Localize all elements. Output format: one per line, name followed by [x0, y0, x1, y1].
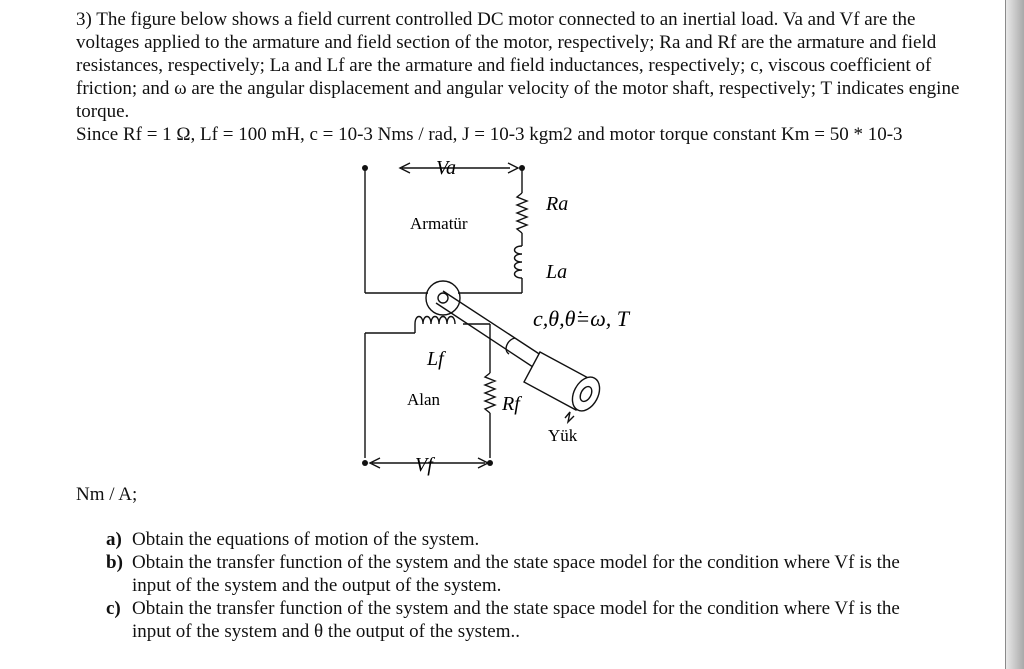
la-label: La	[546, 261, 568, 283]
problem-intro: 3) The figure below shows a field current controlled DC motor connected to an inertial load. Va and Vf are the voltages applied to the armature and field section of the motor, respectively; Ra and Rf are the armature and field resistances, respectively; La and Lf are the armature and field inductances, respectively; c, viscous coefficient of friction; and ω are the angular displacement and angular velocity of the motor shaft, respectively; T indicates engine torque.	[76, 9, 960, 122]
lf-label: Lf	[427, 348, 444, 370]
field-label: Alan	[407, 390, 441, 409]
rf-label: Rf	[502, 393, 520, 415]
problem-given: Since Rf = 1 Ω, Lf = 100 mH, c = 10-3 Nms / rad, J = 10-3 kgm2 and motor torque constant Km = 50 * 10-3	[76, 124, 903, 145]
question-c	[106, 597, 936, 643]
motor-diagram	[340, 148, 720, 483]
armature-label: Armatür	[410, 214, 468, 233]
ra-label: Ra	[546, 193, 569, 215]
ra-resistor	[517, 193, 527, 233]
vf-terminal-right	[487, 460, 493, 466]
shaft-label: c,θ,θ̇=ω, T	[533, 306, 629, 331]
question-label: b)	[106, 552, 123, 573]
va-terminal-left	[362, 165, 368, 171]
lf-inductor	[415, 317, 455, 325]
problem-text	[76, 8, 966, 146]
motor-diagram-svg	[340, 148, 720, 483]
va-terminal-right	[519, 165, 525, 171]
va-label: Va	[436, 157, 456, 179]
question-b	[106, 551, 936, 597]
question-label: a)	[106, 529, 122, 550]
rotor-hub	[438, 293, 448, 303]
question-text: Obtain the transfer function of the system and the state space model for the condition where Vf is the input of the system and θ the output of the system..	[132, 598, 900, 642]
question-a	[106, 528, 936, 551]
vf-terminal-left	[362, 460, 368, 466]
question-text: Obtain the equations of motion of the system.	[132, 529, 480, 550]
page-edge	[1006, 0, 1024, 669]
load-label: Yük	[548, 426, 578, 445]
units-text: Nm / A;	[76, 484, 138, 505]
shaft-bottom	[436, 303, 542, 373]
question-list	[106, 528, 936, 643]
la-inductor	[515, 246, 523, 278]
rf-resistor	[485, 373, 495, 413]
vf-label: Vf	[415, 454, 433, 476]
load-arrow	[565, 412, 574, 422]
question-text: Obtain the transfer function of the system and the state space model for the condition where Vf is the input of the system and the output of the system.	[132, 552, 900, 596]
question-label: c)	[106, 598, 121, 619]
